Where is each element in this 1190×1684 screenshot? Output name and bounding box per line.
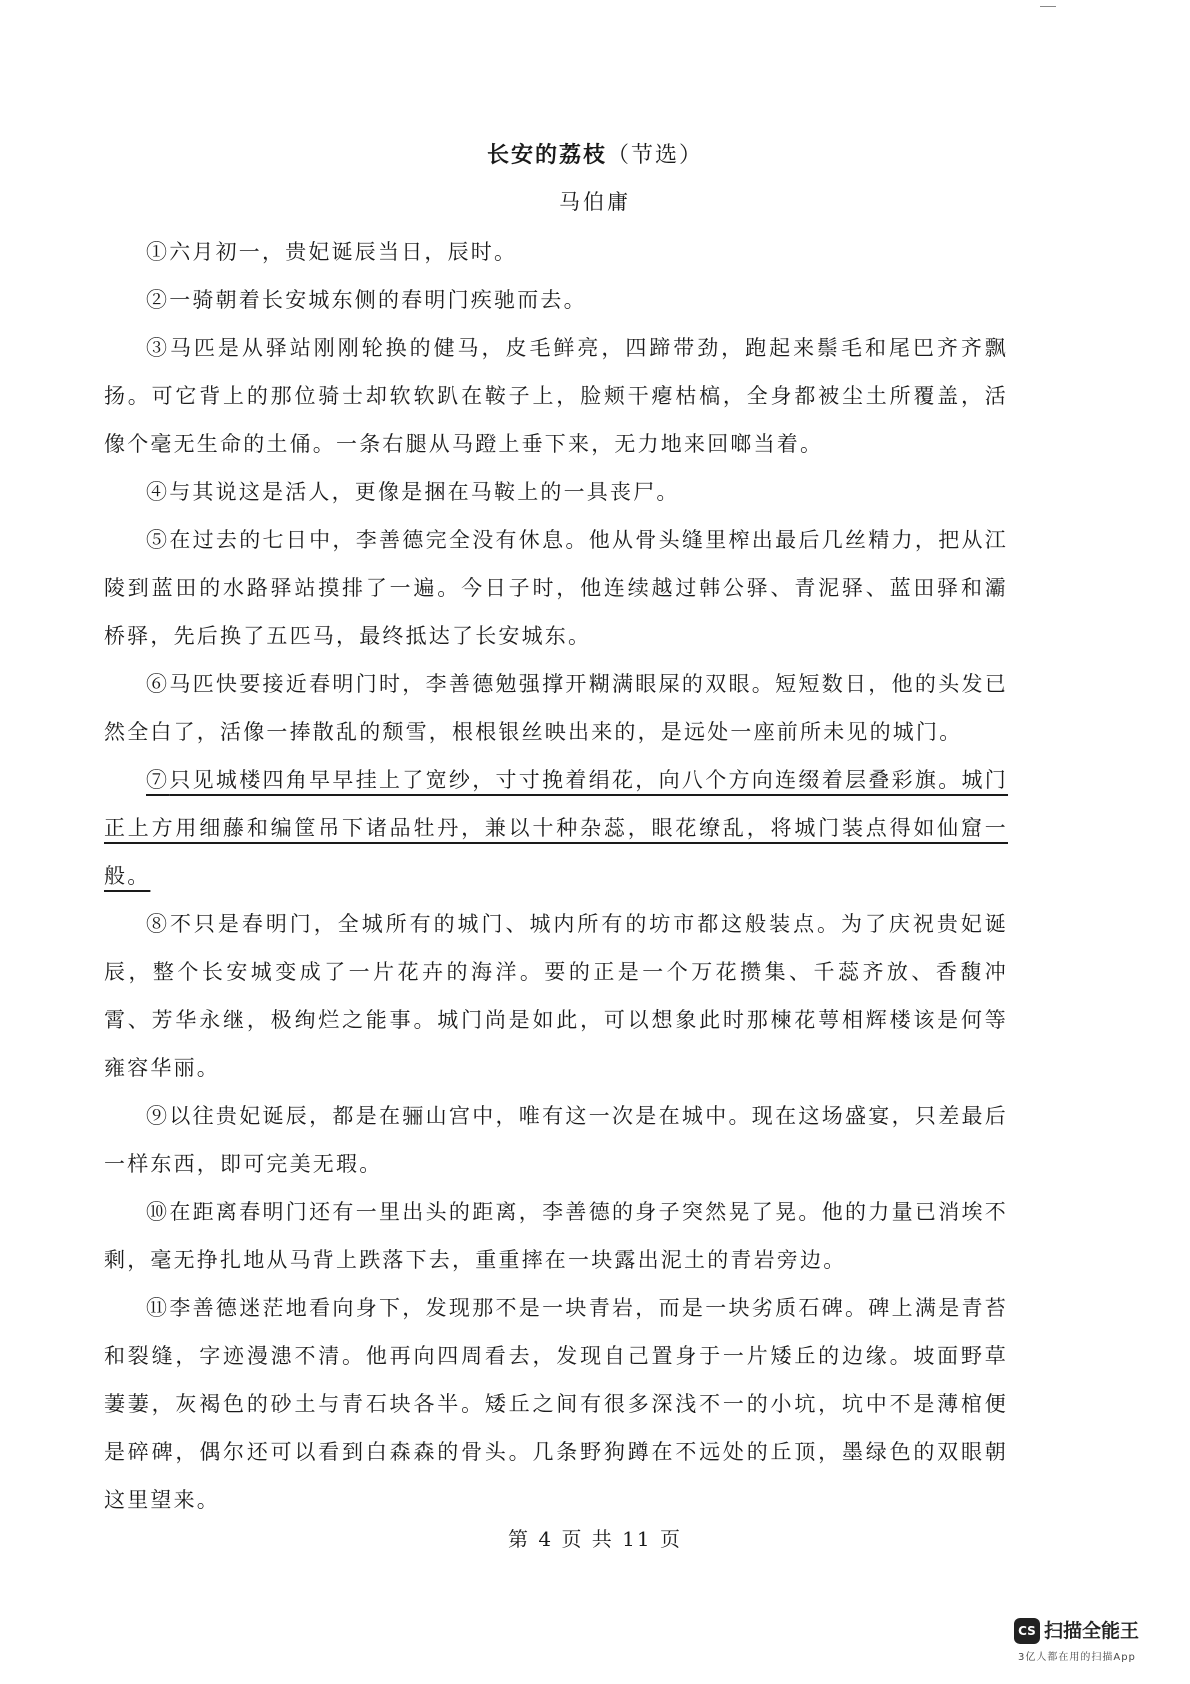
paragraph-text xyxy=(104,672,1008,744)
paragraph-content: 在距离春明门还有一里出头的距离，李善德的身子突然晃了晃。他的力量已消埃不剩，毫无挣扎地从马背上跌落下去，重重摔在一块露出泥土的青岩旁边。 xyxy=(104,1200,1009,1272)
paragraph xyxy=(104,516,1008,660)
scanner-logo-icon: CS xyxy=(1014,1618,1040,1644)
paragraph-number: ③ xyxy=(146,336,170,360)
paragraph-number: ⑦ xyxy=(146,768,170,792)
paragraph xyxy=(104,228,1008,276)
paragraph xyxy=(104,1188,1008,1284)
paragraph-content: 马匹是从驿站刚刚轮换的健马，皮毛鲜亮，四蹄带劲，跑起来鬃毛和尾巴齐齐飘扬。可它背上的那位骑士却软软趴在鞍子上，脸颊干瘪枯槁，全身都被尘土所覆盖，活像个毫无生命的土俑。一条右腿从马蹬上垂下来，无力地来回啷当着。 xyxy=(104,336,1008,456)
paragraph xyxy=(104,468,1008,516)
scanner-watermark xyxy=(1014,1618,1154,1666)
article-body xyxy=(104,228,1008,1524)
paragraph-number: ⑥ xyxy=(146,672,170,696)
paragraph-content: 在过去的七日中，李善德完全没有休息。他从骨头缝里榨出最后几丝精力，把从江陵到蓝田的水路驿站摸排了一遍。今日子时，他连续越过韩公驿、青泥驿、蓝田驿和灞桥驿，先后换了五匹马，最终抵达了长安城东。 xyxy=(104,528,1009,648)
paragraph-text xyxy=(104,336,1008,456)
paragraph-text xyxy=(104,528,1008,648)
scanner-tagline: 3亿人都在用的扫描App xyxy=(1018,1652,1136,1663)
paragraph-number: ④ xyxy=(146,480,170,504)
paragraph-number: ① xyxy=(146,240,170,264)
paragraph-text xyxy=(104,768,1008,888)
paragraph xyxy=(104,900,1008,1092)
paragraph-content: 只见城楼四角早早挂上了宽纱，寸寸挽着绢花，向八个方向连缀着层叠彩旗。城门正上方用细藤和编筐吊下诸品牡丹，兼以十种杂蕊，眼花缭乱，将城门装点得如仙窟一般。 xyxy=(104,768,1009,888)
paragraph-number: ⑪ xyxy=(146,1296,170,1320)
paragraph-content: 与其说这是活人，更像是捆在马鞍上的一具丧尸。 xyxy=(169,480,680,504)
paragraph xyxy=(104,1092,1008,1188)
paragraph-text xyxy=(104,1296,1008,1512)
paragraph-text xyxy=(146,288,587,312)
paragraph-content: 马匹快要接近春明门时，李善德勉强撑开糊满眼屎的双眼。短短数日，他的头发已然全白了，活像一捧散乱的颓雪，根根银丝映出来的，是远处一座前所未见的城门。 xyxy=(104,672,1009,744)
paragraph-content: 一骑朝着长安城东侧的春明门疾驰而去。 xyxy=(169,288,587,312)
paragraph-text xyxy=(146,240,517,264)
paragraph-text xyxy=(146,480,680,504)
paragraph xyxy=(104,660,1008,756)
scan-corner-mark xyxy=(1040,0,1056,7)
paragraph-content: 六月初一，贵妃诞辰当日，辰时。 xyxy=(169,240,518,264)
paragraph-content: 李善德迷茫地看向身下，发现那不是一块青岩，而是一块劣质石碑。碑上满是青苔和裂缝，字迹漫漶不清。他再向四周看去，发现自己置身于一片矮丘的边缘。坡面野草萋萋，灰褐色的砂土与青石块各半。矮丘之间有很多深浅不一的小坑，坑中不是薄棺便是碎碑，偶尔还可以看到白森森的骨头。几条野狗蹲在不远处的丘顶，墨绿色的双眼朝这里望来。 xyxy=(104,1296,1009,1512)
page-footer: 第 4 页 共 11 页 xyxy=(508,1527,682,1551)
paragraph xyxy=(104,276,1008,324)
paragraph-number: ⑧ xyxy=(146,912,170,936)
paragraph-number: ② xyxy=(146,288,170,312)
paragraph-text xyxy=(104,912,1008,1080)
paragraph-content: 以往贵妃诞辰，都是在骊山宫中，唯有这一次是在城中。现在这场盛宴，只差最后一样东西，即可完美无瑕。 xyxy=(104,1104,1009,1176)
paragraph xyxy=(104,1284,1008,1524)
scanner-app-name: 扫描全能王 xyxy=(1044,1620,1140,1642)
paragraph xyxy=(104,324,1008,468)
paragraph-text xyxy=(104,1200,1008,1272)
article-title xyxy=(0,138,1190,169)
paragraph-text xyxy=(104,1104,1008,1176)
paragraph-number: ⑤ xyxy=(146,528,170,552)
paragraph-number: ⑩ xyxy=(146,1200,170,1224)
paragraph-content: 不只是春明门，全城所有的城门、城内所有的坊市都这般装点。为了庆祝贵妃诞辰，整个长安城变成了一片花卉的海洋。要的正是一个万花攒集、千蕊齐放、香馥冲霄、芳华永继，极绚烂之能事。城门尚是如此，可以想象此时那楝花萼相辉楼该是何等雍容华丽。 xyxy=(104,912,1008,1080)
article-title-main: 长安的荔枝 xyxy=(486,142,607,168)
article-title-note: （节选） xyxy=(607,143,704,168)
paragraph-number: ⑨ xyxy=(146,1104,170,1128)
paragraph xyxy=(104,756,1008,900)
article-author: 马伯庸 xyxy=(559,190,631,214)
